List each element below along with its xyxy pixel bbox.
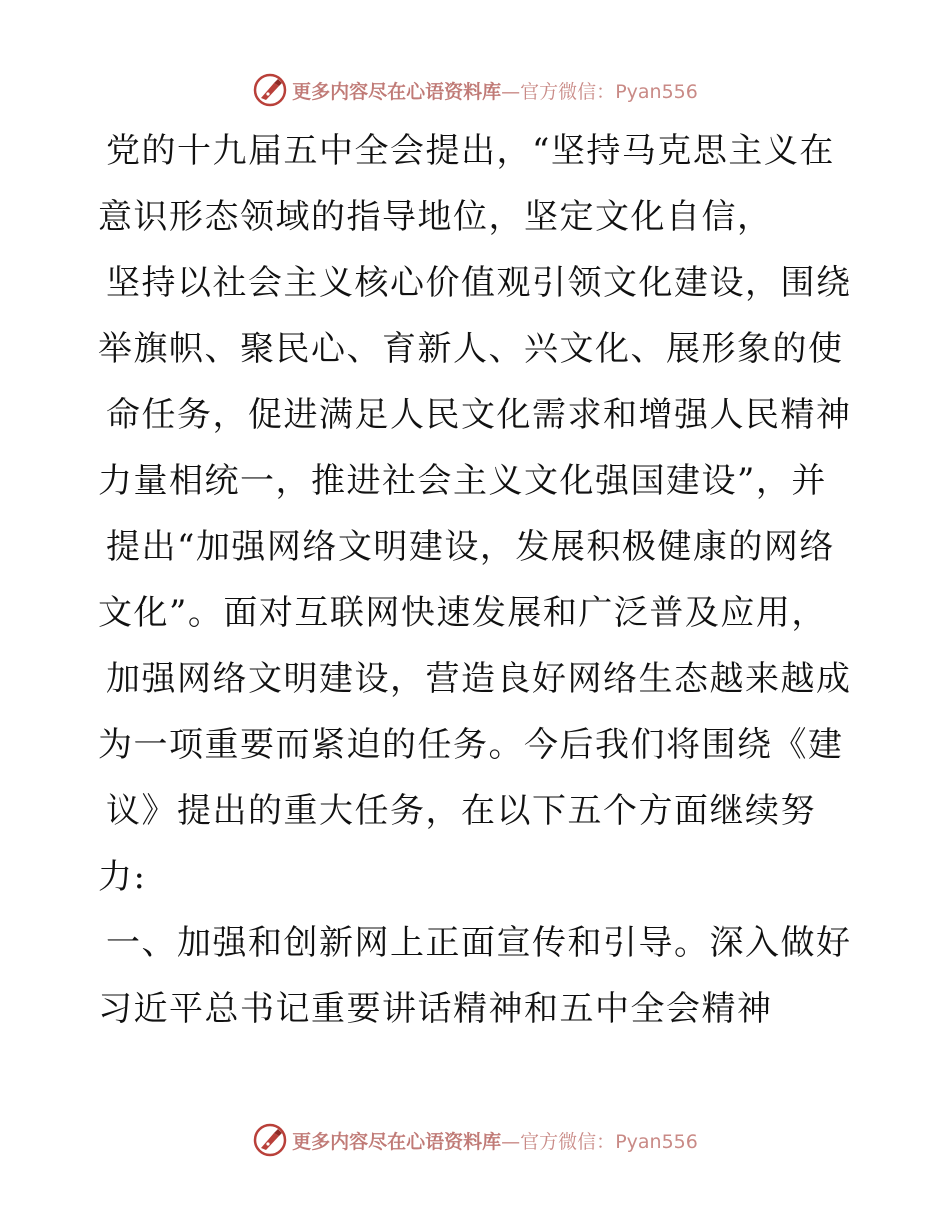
text-line: 加强网络文明建设，营造良好网络生态越来越成 (106, 659, 852, 699)
text-line: 文化”。面对互联网快速发展和广泛普及应用， (98, 593, 827, 633)
text-line: 举旗帜、聚民心、育新人、兴文化、展形象的使 (98, 329, 844, 369)
document-body (98, 118, 852, 1042)
watermark-id: Pyan556 (615, 80, 698, 103)
watermark-brand: 更多内容尽在心语资料库 (292, 80, 502, 103)
watermark-text (292, 1127, 698, 1154)
text-line: 坚持以社会主义核心价值观引领文化建设，围绕 (106, 263, 852, 303)
footer-watermark (0, 1120, 950, 1160)
watermark-official: 官方微信： (520, 1130, 616, 1153)
pen-nib-logo-icon (252, 72, 288, 108)
watermark-dash: — (501, 80, 521, 103)
text-line: 一、加强和创新网上正面宣传和引导。深入做好 (106, 923, 852, 963)
watermark-dash: — (501, 1130, 521, 1153)
text-line: 习近平总书记重要讲话精神和五中全会精神 (98, 989, 773, 1029)
watermark-official: 官方微信： (520, 80, 616, 103)
text-line: 力: (98, 857, 147, 897)
pen-nib-logo-icon (252, 1122, 288, 1158)
watermark-brand: 更多内容尽在心语资料库 (292, 1130, 502, 1153)
text-line: 提出“加强网络文明建设，发展积极健康的网络 (106, 527, 835, 567)
text-line: 力量相统一，推进社会主义文化强国建设”，并 (98, 461, 827, 501)
text-line: 议》提出的重大任务，在以下五个方面继续努 (106, 791, 816, 831)
watermark-id: Pyan556 (615, 1130, 698, 1153)
header-watermark (0, 70, 950, 110)
text-line: 意识形态领域的指导地位，坚定文化自信， (98, 197, 773, 237)
watermark-text (292, 77, 698, 104)
text-line: 命任务，促进满足人民文化需求和增强人民精神 (106, 395, 852, 435)
text-line: 党的十九届五中全会提出，“坚持马克思主义在 (106, 131, 835, 171)
text-line: 为一项重要而紧迫的任务。今后我们将围绕《建 (98, 725, 844, 765)
